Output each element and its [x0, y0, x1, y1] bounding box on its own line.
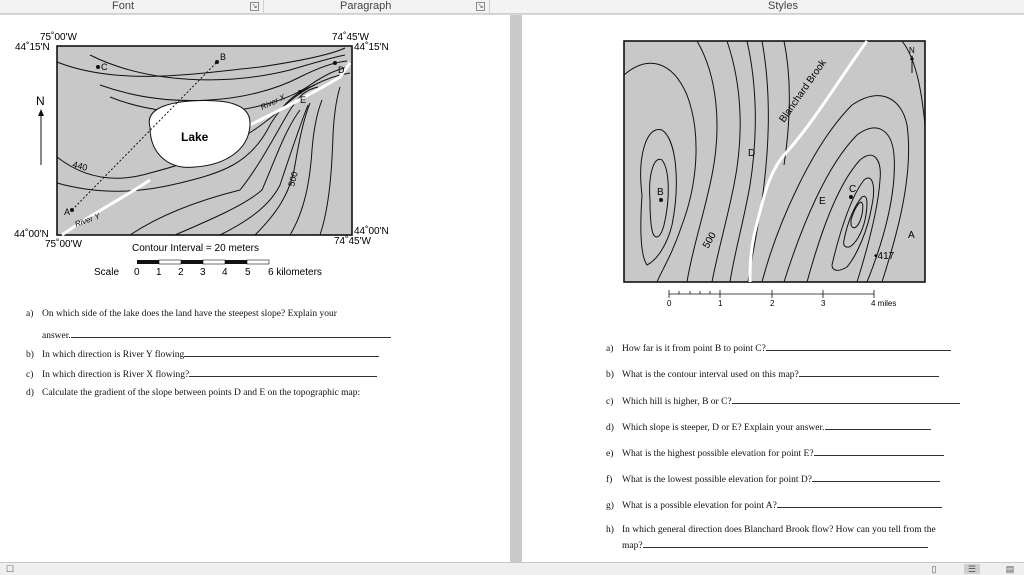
north-label: N — [36, 94, 45, 108]
elevation-417-label: •417 — [874, 251, 895, 262]
font-dialog-launcher-icon[interactable]: ↘ — [251, 3, 258, 10]
question-right-e: e) What is the highest possible elevation for point E? — [606, 447, 944, 459]
scale-tick: 4 miles — [871, 299, 897, 308]
scale-tick: 0 — [667, 299, 672, 308]
ribbon — [0, 0, 1024, 14]
coord-ne-lat: 44˚15'N — [354, 42, 389, 53]
web-layout-icon[interactable]: ▤ — [1005, 564, 1015, 574]
scale-tick: 5 — [245, 267, 251, 278]
answer-blank[interactable] — [777, 499, 942, 508]
document-page-right[interactable] — [522, 15, 1024, 562]
answer-blank[interactable] — [643, 539, 928, 548]
question-right-h: h) In which general direction does Blanchard Brook flow? How can you tell from the — [606, 525, 936, 535]
answer-blank[interactable] — [814, 447, 944, 456]
styles-group-label: Styles — [768, 0, 798, 12]
page-gutter — [510, 15, 522, 562]
document-page-left[interactable] — [0, 15, 510, 562]
question-left-b: b) In which direction is River Y flowing — [26, 348, 379, 360]
north-label: N — [909, 46, 915, 55]
paragraph-group-label: Paragraph — [340, 0, 392, 12]
read-mode-icon[interactable]: ▯ — [931, 564, 937, 574]
question-left-a-cont: answer. — [42, 329, 391, 341]
question-right-c: c) Which hill is higher, B or C? — [606, 395, 960, 407]
point-b-label: B — [220, 52, 227, 62]
answer-blank[interactable] — [825, 421, 931, 430]
scale-label: Scale — [94, 267, 120, 278]
answer-blank[interactable] — [189, 368, 377, 377]
scale-bar — [669, 290, 874, 298]
question-right-a: a) How far is it from point B to point C? — [606, 342, 951, 354]
ribbon-separator — [489, 0, 490, 14]
point-c-label: C — [101, 62, 108, 72]
point-e-label: E — [819, 196, 826, 207]
coord-se-lat: 44˚00'N — [354, 226, 389, 237]
status-bar — [0, 562, 1024, 575]
contour-440-label: 440 — [71, 159, 89, 173]
coord-nw-lat: 44˚15'N — [15, 42, 50, 53]
question-right-b: b) What is the contour interval used on this map? — [606, 368, 939, 380]
brook-label: Blanchard Brook — [777, 57, 829, 125]
question-left-d: d) Calculate the gradient of the slope between points D and E on the topographic map: — [26, 388, 361, 398]
paragraph-dialog-launcher-icon[interactable]: ↘ — [477, 3, 484, 10]
coord-ne-lon: 74˚45'W — [332, 32, 369, 43]
question-right-g: g) What is a possible elevation for point A? — [606, 499, 942, 511]
scale-tick: 3 — [200, 267, 206, 278]
coord-nw-lon: 75˚00'W — [40, 32, 77, 43]
topographic-map-brook — [522, 15, 1024, 315]
contour-500-label: 500 — [286, 170, 300, 188]
scale-tick: 4 — [222, 267, 228, 278]
answer-blank[interactable] — [732, 395, 960, 404]
coord-sw-lat: 44˚00'N — [14, 229, 49, 240]
page-status-icon[interactable]: ☐ — [5, 564, 15, 574]
answer-blank[interactable] — [184, 348, 379, 357]
coord-se-lon: 74˚45'W — [334, 236, 371, 247]
scale-tick: 6 kilometers — [268, 267, 322, 278]
point-b-label: B — [657, 187, 664, 198]
lake-label: Lake — [181, 130, 209, 144]
point-d-label: D — [338, 65, 345, 75]
answer-blank[interactable] — [812, 473, 940, 482]
question-right-f: f) What is the lowest possible elevation for point D? — [606, 473, 940, 485]
answer-blank[interactable] — [766, 342, 951, 351]
point-e-label: E — [300, 95, 307, 105]
question-left-a: a) On which side of the lake does the land have the steepest slope? Explain your — [26, 309, 337, 319]
topographic-map-lake — [0, 15, 510, 290]
answer-blank[interactable] — [71, 329, 391, 338]
river-x-label: River X — [259, 92, 287, 112]
answer-blank[interactable] — [799, 368, 939, 377]
scale-bar — [137, 260, 269, 264]
scale-tick: 1 — [718, 299, 723, 308]
coord-sw-lon: 75˚00'W — [45, 239, 82, 250]
question-right-h-cont: map? — [622, 539, 928, 551]
font-group-label: Font — [112, 0, 135, 12]
point-c-label: C — [849, 184, 857, 195]
scale-tick: 2 — [178, 267, 184, 278]
contour-interval-label: Contour Interval = 20 meters — [132, 243, 260, 254]
point-a-label: A — [64, 207, 71, 217]
scale-tick: 3 — [821, 299, 826, 308]
scale-tick: 1 — [156, 267, 162, 278]
contour-500-label: 500 — [701, 230, 719, 251]
ribbon-separator — [263, 0, 264, 14]
scale-tick: 0 — [134, 267, 140, 278]
scale-tick: 2 — [770, 299, 775, 308]
river-y-label: River Y — [73, 211, 102, 229]
question-left-c: c) In which direction is River X flowing? — [26, 368, 377, 380]
north-arrow-icon — [38, 109, 44, 165]
print-layout-icon[interactable]: ☰ — [964, 564, 980, 574]
point-a-label: A — [908, 230, 915, 241]
point-d-label: D — [748, 148, 756, 159]
question-right-d: d) Which slope is steeper, D or E? Explain your answer. — [606, 421, 931, 433]
